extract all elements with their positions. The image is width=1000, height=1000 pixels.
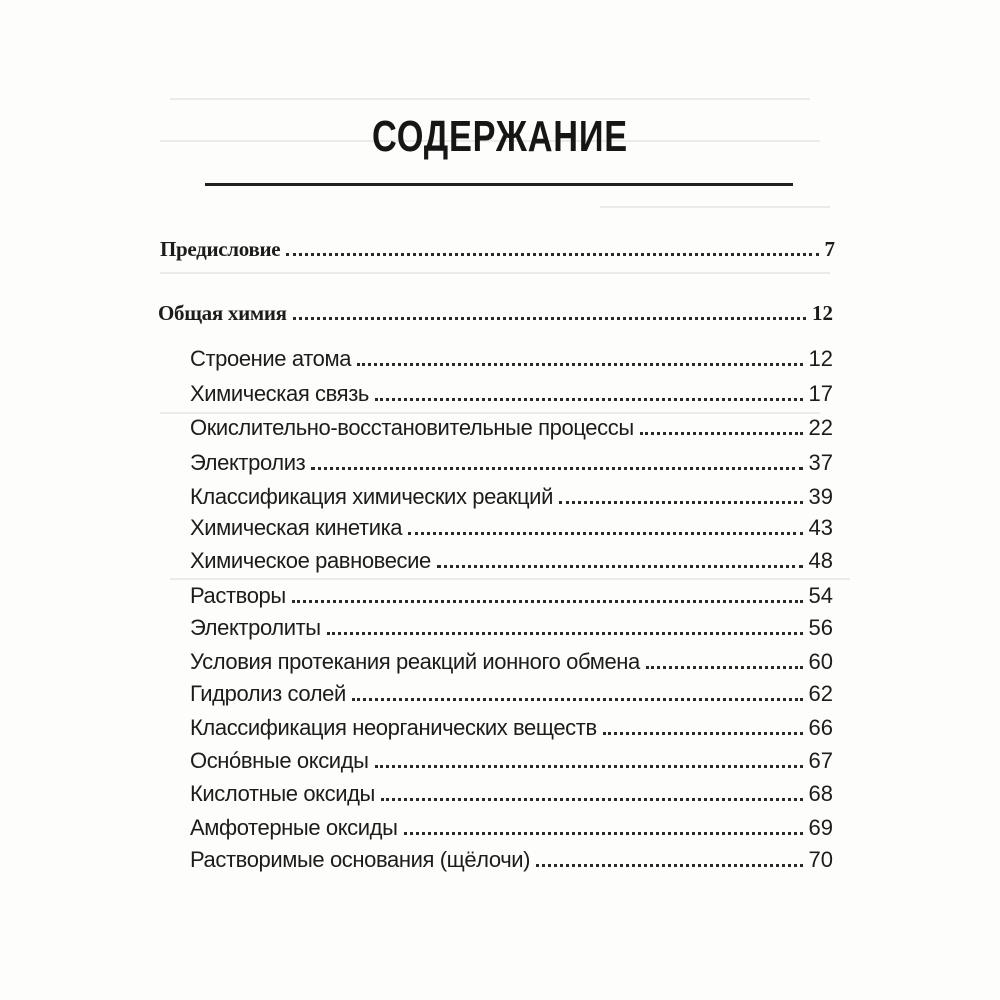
dot-leader [408, 532, 802, 535]
toc-page-number: 54 [808, 583, 833, 608]
toc-entry[interactable] [190, 779, 833, 809]
toc-page-number: 22 [808, 415, 833, 440]
dot-leader [286, 253, 818, 256]
toc-page-number: 39 [808, 484, 833, 509]
toc-entry[interactable] [190, 613, 833, 643]
toc-entry-label: Общая химия [158, 301, 287, 325]
toc-page-number: 7 [824, 237, 835, 261]
toc-entry[interactable] [190, 813, 833, 843]
toc-entry-label: Растворы [190, 583, 286, 608]
toc-entry[interactable] [190, 482, 833, 512]
toc-entry-label: Электролиз [190, 450, 306, 475]
toc-entry-label: Строение атома [190, 346, 352, 371]
toc-entry-label: Растворимые основания (щёлочи) [190, 847, 531, 872]
toc-entry[interactable] [190, 713, 833, 743]
toc-page-number: 69 [808, 815, 833, 840]
dot-leader [381, 798, 803, 801]
dot-leader [404, 832, 803, 835]
toc-entry[interactable] [190, 845, 833, 875]
dot-leader [640, 432, 803, 435]
toc-entry-label: Химическое равновесие [190, 548, 431, 573]
dot-leader [603, 732, 803, 735]
dot-leader [559, 501, 803, 504]
toc-entry[interactable] [190, 647, 833, 677]
dot-leader [327, 632, 803, 635]
toc-entry-label: Условия протекания реакций ионного обмена [190, 649, 640, 674]
dot-leader [357, 363, 802, 366]
toc-entry-label: Классификация неорганических веществ [190, 715, 597, 740]
toc-page-number: 12 [808, 346, 833, 371]
toc-page-number: 70 [808, 847, 833, 872]
toc-entry[interactable] [190, 344, 833, 374]
toc-page-number: 67 [808, 748, 833, 773]
toc-entry[interactable] [190, 513, 833, 543]
toc-page-number: 60 [808, 649, 833, 674]
toc-entry[interactable] [190, 746, 833, 776]
toc-page-number: 66 [808, 715, 833, 740]
toc-page-number: 56 [808, 615, 833, 640]
toc-page-number: 43 [808, 515, 833, 540]
toc-section-general-chemistry[interactable] [158, 298, 833, 328]
toc-entry[interactable] [190, 413, 833, 443]
toc-page-number: 37 [808, 450, 833, 475]
toc-entry-label: Амфотерные оксиды [190, 815, 398, 840]
dot-leader [536, 864, 802, 867]
toc-entry-label: Предисловие [160, 237, 281, 261]
toc-page-number: 12 [812, 301, 833, 325]
page-title: СОДЕРЖАНИЕ [372, 112, 628, 161]
dot-leader [375, 765, 803, 768]
toc-page-number: 48 [808, 548, 833, 573]
toc-entry[interactable] [190, 679, 833, 709]
dot-leader [311, 467, 802, 470]
toc-entry-label: Окислительно-восстановительные процессы [190, 415, 634, 440]
toc-entry-label: Химическая кинетика [190, 515, 403, 540]
toc-page-number: 68 [808, 781, 833, 806]
toc-page-number: 62 [808, 681, 833, 706]
dot-leader [646, 666, 803, 669]
toc-entry-label: Химическая связь [190, 381, 369, 406]
dot-leader [293, 317, 806, 320]
toc-page-number: 17 [808, 381, 833, 406]
dot-leader [352, 698, 803, 701]
toc-section-preface[interactable] [160, 234, 835, 264]
toc-entry[interactable] [190, 546, 833, 576]
toc-entry-label: Гидролиз солей [190, 681, 346, 706]
toc-entry-label: Классификация химических реакций [190, 484, 553, 509]
dot-leader [437, 565, 803, 568]
toc-entry[interactable] [190, 379, 833, 409]
dot-leader [375, 398, 803, 401]
dot-leader [292, 600, 803, 603]
toc-entry-label: Оснóвные оксиды [190, 748, 369, 773]
toc-entry-label: Кислотные оксиды [190, 781, 375, 806]
toc-entry[interactable] [190, 448, 833, 478]
toc-entry-label: Электролиты [190, 615, 321, 640]
toc-entry[interactable] [190, 581, 833, 611]
